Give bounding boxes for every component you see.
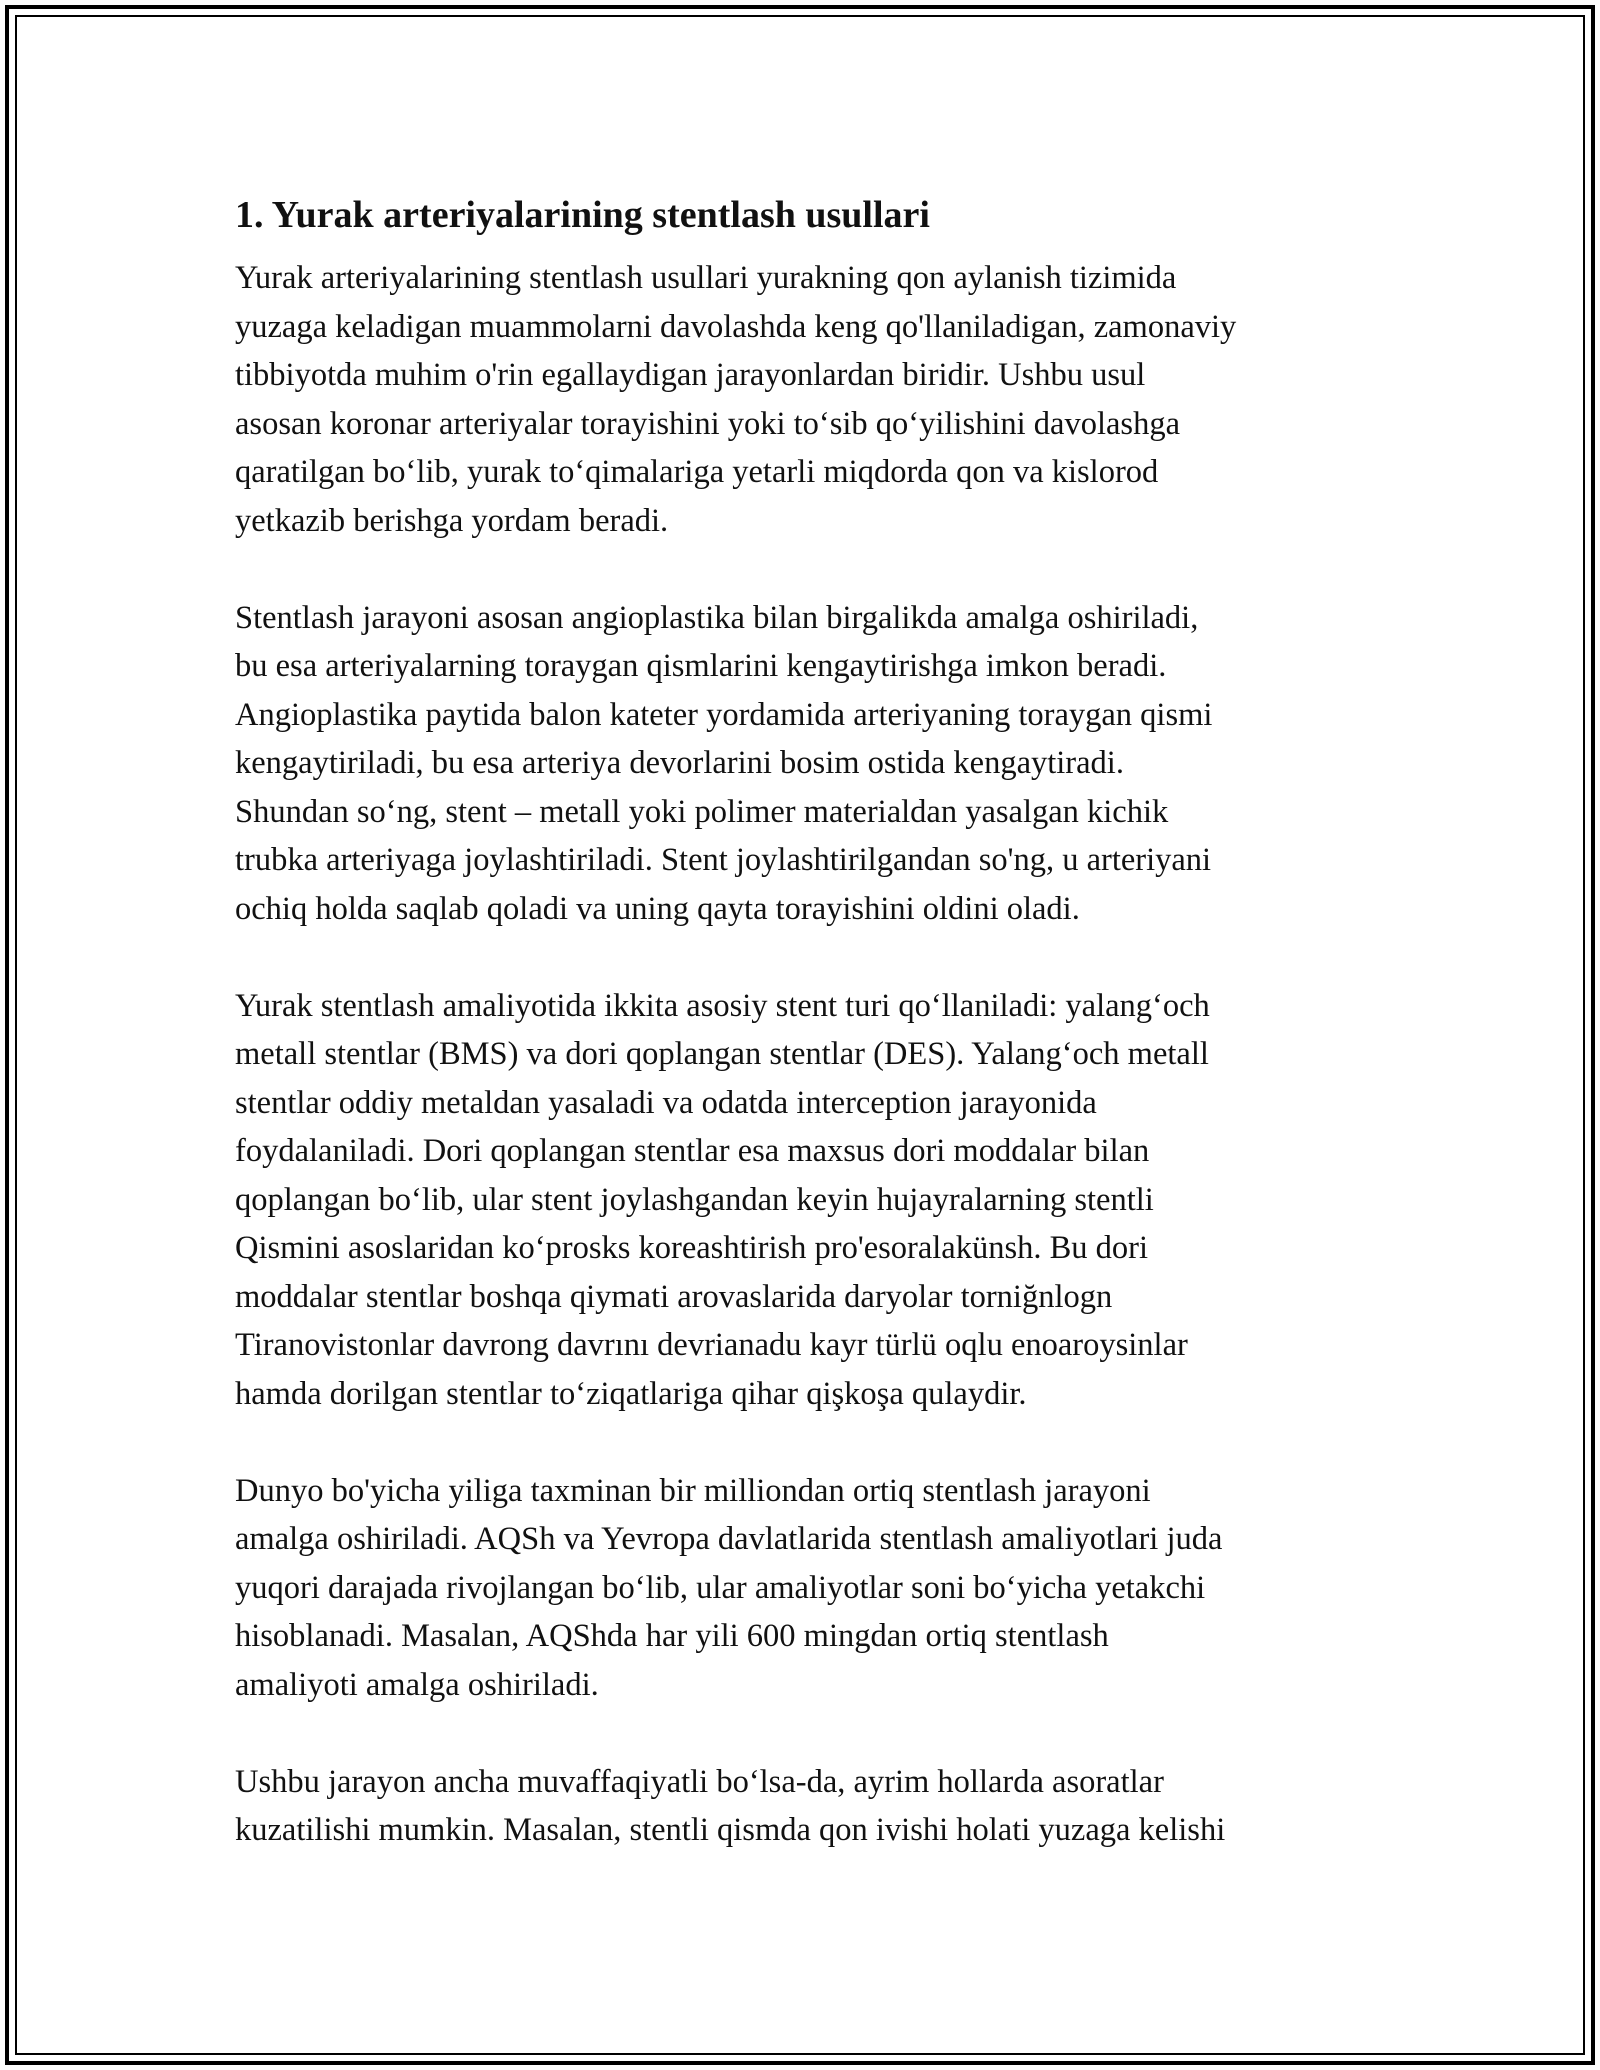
paragraph-line: amalga oshiriladi. AQSh va Yevropa davlatlarida stentlash amaliyotlari juda bbox=[235, 1521, 1223, 1557]
paragraph-line: hamda dorilgan stentlar to‘ziqatlariga qihar qişkoşa qulaydir. bbox=[235, 1375, 1027, 1412]
paragraph-angioplasty bbox=[235, 594, 1375, 934]
paragraph-line: kengaytiriladi, bu esa arteriya devorlarini bosim ostida kengaytiradi. bbox=[235, 745, 1124, 781]
paragraph-line: qaratilgan bo‘lib, yurak to‘qimalariga yetarli miqdorda qon va kislorod bbox=[235, 454, 1159, 490]
paragraph-line: Yurak stentlash amaliyotida ikkita asosiy stent turi qo‘llaniladi: yalang‘och bbox=[235, 987, 1210, 1024]
paragraph-line: kuzatilishi mumkin. Masalan, stentli qismda qon ivishi holati yuzaga kelishi bbox=[235, 1812, 1226, 1848]
paragraph-stent-types bbox=[235, 982, 1375, 1419]
paragraph-line: Stentlash jarayoni asosan angioplastika bilan birgalikda amalga oshiriladi, bbox=[235, 599, 1199, 636]
paragraph-line: yuqori darajada rivojlangan bo‘lib, ular amaliyotlar soni bo‘yicha yetakchi bbox=[235, 1569, 1206, 1606]
paragraph-line: bu esa arteriyalarning toraygan qismlarini kengaytirishga imkon beradi. bbox=[235, 648, 1167, 684]
paragraph-line: amaliyoti amalga oshiriladi. bbox=[235, 1666, 599, 1703]
paragraph-line: trubka arteriyaga joylashtiriladi. Stent joylashtirilgandan so'ng, u arteriyani bbox=[235, 842, 1212, 878]
paragraph-line: Ushbu jarayon ancha muvaffaqiyatli bo‘lsa-da, ayrim hollarda asoratlar bbox=[235, 1763, 1164, 1800]
paragraph-line: Shundan so‘ng, stent – metall yoki polimer materialdan yasalgan kichik bbox=[235, 793, 1169, 830]
section-heading: 1. Yurak arteriyalarining stentlash usullari bbox=[235, 194, 930, 236]
paragraph-line: Angioplastika paytida balon kateter yordamida arteriyaning toraygan qismi bbox=[235, 696, 1213, 733]
document-body bbox=[235, 188, 1375, 1903]
paragraph-line: Qismini asoslaridan ko‘prosks koreashtirish pro'esoralakünsh. Bu dori bbox=[235, 1230, 1149, 1266]
paragraph-line: tibbiyotda muhim o'rin egallaydigan jarayonlardan biridir. Ushbu usul bbox=[235, 357, 1146, 393]
paragraph-line: moddalar stentlar boshqa qiymati arovaslarida daryolar torniğnlogn bbox=[235, 1278, 1113, 1315]
paragraph-statistics bbox=[235, 1467, 1375, 1710]
paragraph-line: metall stentlar (BMS) va dori qoplangan stentlar (DES). Yalang‘och metall bbox=[235, 1036, 1209, 1072]
paragraph-complications bbox=[235, 1758, 1375, 1855]
paragraph-line: yuzaga keladigan muammolarni davolashda keng qo'llaniladigan, zamonaviy bbox=[235, 308, 1237, 345]
paragraph-line: Tiranovistonlar davrong davrını devrianadu kayr türlü oqlu enoaroysinlar bbox=[235, 1327, 1188, 1363]
paragraph-line: Yurak arteriyalarining stentlash usullari yurakning qon aylanish tizimida bbox=[235, 260, 1177, 296]
paragraph-line: asosan koronar arteriyalar torayishini yoki to‘sib qo‘yilishini davolashga bbox=[235, 405, 1180, 442]
paragraph-line: foydalaniladi. Dori qoplangan stentlar esa maxsus dori moddalar bilan bbox=[235, 1133, 1150, 1169]
paragraph-line: Dunyo bo'yicha yiliga taxminan bir milliondan ortiq stentlash jarayoni bbox=[235, 1472, 1151, 1509]
paragraph-intro bbox=[235, 254, 1375, 545]
paragraph-line: yetkazib berishga yordam beradi. bbox=[235, 502, 669, 539]
paragraph-line: qoplangan bo‘lib, ular stent joylashgandan keyin hujayralarning stentli bbox=[235, 1181, 1154, 1218]
paragraph-line: ochiq holda saqlab qoladi va uning qayta torayishini oldini oladi. bbox=[235, 890, 1080, 927]
paragraph-line: stentlar oddiy metaldan yasaladi va odatda interception jarayonida bbox=[235, 1084, 1097, 1121]
paragraph-line: hisoblanadi. Masalan, AQShda har yili 600 mingdan ortiq stentlash bbox=[235, 1618, 1109, 1654]
